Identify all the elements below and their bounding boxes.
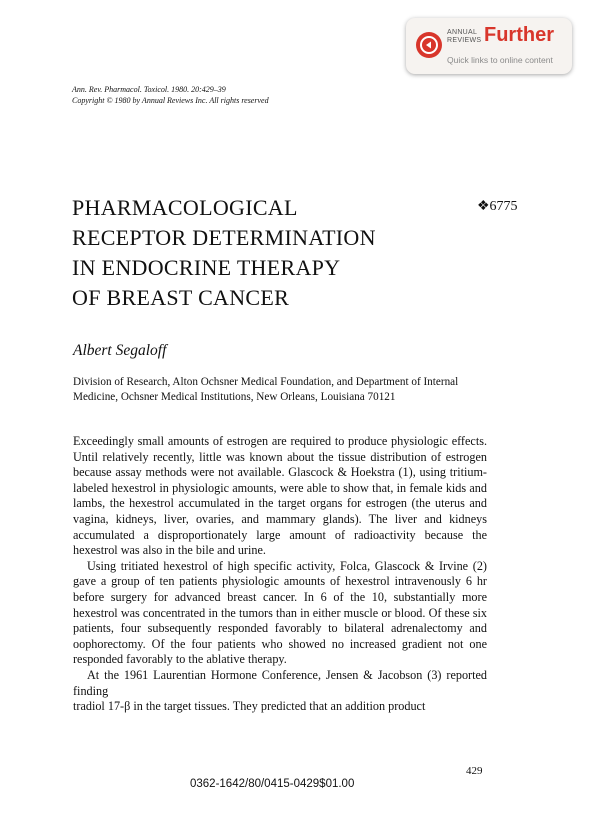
- article-body: [73, 434, 487, 715]
- journal-citation: [72, 84, 269, 106]
- title-line: PHARMACOLOGICAL: [72, 195, 298, 220]
- article-title: [72, 193, 432, 313]
- badge-subtitle: Quick links to online content: [447, 55, 553, 65]
- title-line: RECEPTOR DETERMINATION: [72, 225, 376, 250]
- footer-code: 0362-1642/80/0415-0429$01.00: [190, 778, 355, 790]
- body-paragraph: Exceedingly small amounts of estrogen are required to produce physiologic effects. Until relatively recently, little was known about the tissue distribution of estrogen because assay methods were not available. Glascock & Hoekstra (1), using tritium-labeled hexestrol in physiologic amounts, were able to show that, in female kids and lambs, the hexestrol accumulated in the target organs for estrogen (the uterus and vagina, kidneys, liver, ovaries, and mammary glands). The liver and kidneys accumulated a disproportionately large amount of radioactivity because the hexestrol was also in the bile and urine.: [73, 434, 487, 558]
- body-paragraph: Using tritiated hexestrol of high specific activity, Folca, Glascock & Irvine (2) gave a group of ten patients physiologic amounts of hexestrol intravenously 6 hr before surgery for advanced breast cancer. In 6 of the 10, substantially more hexestrol was concentrated in the tumors than in either muscle or blood. Of these six patients, four subsequently responded favorably to bilateral adrenalectomy and oophorectomy. Of the four patients who showed no increased gradient not one responded favorably to the ablative therapy.: [73, 558, 487, 667]
- article-code: ❖6775: [477, 199, 518, 214]
- title-line: IN ENDOCRINE THERAPY: [72, 255, 341, 280]
- page-number: 429: [466, 765, 483, 777]
- badge-annual-text: ANNUAL: [447, 29, 478, 36]
- play-arrow-icon: [416, 32, 442, 58]
- citation-line: Ann. Rev. Pharmacol. Toxicol. 1980. 20:429–39: [72, 85, 226, 94]
- author-name: Albert Segaloff: [73, 342, 167, 359]
- badge-further-text: Further: [484, 24, 554, 46]
- title-line: OF BREAST CANCER: [72, 285, 290, 310]
- badge-reviews-text: REVIEWS: [447, 37, 482, 44]
- copyright-line: Copyright © 1980 by Annual Reviews Inc. All rights reserved: [72, 96, 269, 105]
- body-paragraph: tradiol 17-β in the target tissues. They predicted that an addition product: [73, 699, 426, 714]
- body-paragraph: At the 1961 Laurentian Hormone Conference, Jensen & Jacobson (3) reported finding: [73, 667, 487, 698]
- annual-reviews-further-badge[interactable]: [406, 18, 572, 74]
- author-affiliation: Division of Research, Alton Ochsner Medical Foundation, and Department of Internal Medicine, Ochsner Medical Institutions, New Orleans, Louisiana 70121: [73, 376, 459, 403]
